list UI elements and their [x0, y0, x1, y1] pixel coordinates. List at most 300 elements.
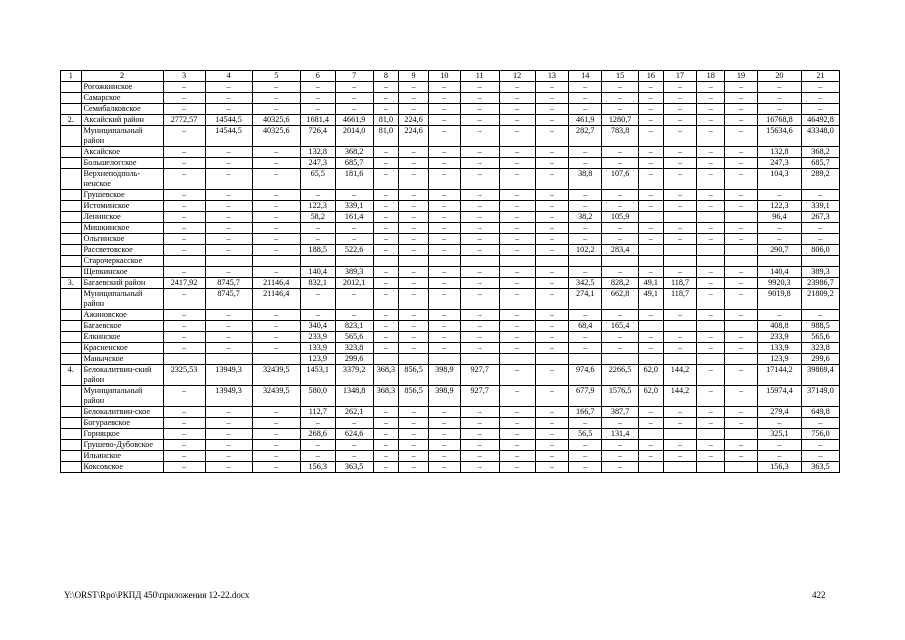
value-cell: –: [205, 310, 252, 321]
value-cell: 105,9: [602, 212, 639, 223]
value-cell: –: [801, 310, 839, 321]
value-cell: –: [300, 418, 335, 429]
value-cell: –: [428, 93, 460, 104]
value-cell: –: [499, 462, 535, 473]
value-cell: 1681,4: [300, 115, 335, 126]
value-cell: [163, 354, 205, 365]
value-cell: 461,9: [569, 115, 602, 126]
value-cell: –: [163, 462, 205, 473]
value-cell: 299,6: [335, 354, 373, 365]
value-cell: –: [535, 321, 569, 332]
value-cell: –: [639, 343, 664, 354]
value-cell: 132,8: [757, 147, 801, 158]
value-cell: –: [252, 267, 300, 278]
value-cell: –: [399, 440, 429, 451]
value-cell: 156,3: [757, 462, 801, 473]
value-cell: 38,8: [569, 169, 602, 190]
value-cell: –: [163, 289, 205, 310]
value-cell: –: [569, 158, 602, 169]
header-cell: 18: [697, 71, 725, 82]
value-cell: –: [535, 343, 569, 354]
value-cell: [602, 354, 639, 365]
value-cell: –: [499, 386, 535, 407]
value-cell: –: [535, 82, 569, 93]
value-cell: –: [697, 158, 725, 169]
value-cell: –: [428, 82, 460, 93]
value-cell: [163, 256, 205, 267]
territory-name-cell: Муниципальный район: [81, 289, 163, 310]
row-number-cell: [61, 418, 82, 429]
value-cell: –: [163, 429, 205, 440]
table-row: [61, 386, 840, 407]
value-cell: –: [373, 418, 399, 429]
value-cell: –: [460, 440, 499, 451]
value-cell: –: [335, 234, 373, 245]
value-cell: –: [499, 418, 535, 429]
value-cell: –: [639, 440, 664, 451]
header-cell: 9: [399, 71, 429, 82]
value-cell: –: [205, 429, 252, 440]
footer-page-number: 422: [812, 590, 826, 600]
value-cell: –: [535, 278, 569, 289]
value-cell: –: [428, 245, 460, 256]
value-cell: –: [373, 158, 399, 169]
value-cell: –: [399, 212, 429, 223]
value-cell: –: [499, 321, 535, 332]
value-cell: 65,5: [300, 169, 335, 190]
territory-name-cell: Рогожкинское: [81, 82, 163, 93]
row-number-cell: [61, 93, 82, 104]
value-cell: [639, 256, 664, 267]
value-cell: –: [697, 93, 725, 104]
value-cell: –: [725, 267, 758, 278]
value-cell: 68,4: [569, 321, 602, 332]
value-cell: 363,5: [801, 462, 839, 473]
territory-name-cell: Ленинское: [81, 212, 163, 223]
value-cell: [205, 354, 252, 365]
value-cell: –: [535, 267, 569, 278]
table-row: [61, 343, 840, 354]
territory-name-cell: Манычское: [81, 354, 163, 365]
value-cell: –: [535, 234, 569, 245]
value-cell: –: [639, 169, 664, 190]
value-cell: –: [697, 343, 725, 354]
value-cell: [535, 354, 569, 365]
value-cell: –: [205, 462, 252, 473]
value-cell: –: [499, 147, 535, 158]
value-cell: –: [499, 201, 535, 212]
table-row: [61, 462, 840, 473]
value-cell: –: [801, 234, 839, 245]
value-cell: –: [569, 310, 602, 321]
value-cell: –: [373, 190, 399, 201]
value-cell: 832,1: [300, 278, 335, 289]
value-cell: –: [399, 343, 429, 354]
value-cell: –: [373, 245, 399, 256]
value-cell: –: [697, 126, 725, 147]
value-cell: –: [535, 126, 569, 147]
value-cell: –: [163, 82, 205, 93]
value-cell: –: [639, 332, 664, 343]
territory-name-cell: Ольгинское: [81, 234, 163, 245]
table-row: [61, 267, 840, 278]
value-cell: –: [460, 289, 499, 310]
value-cell: [602, 256, 639, 267]
value-cell: –: [639, 147, 664, 158]
value-cell: 279,4: [757, 407, 801, 418]
value-cell: 118,7: [663, 278, 697, 289]
value-cell: –: [569, 223, 602, 234]
value-cell: –: [399, 462, 429, 473]
value-cell: –: [373, 407, 399, 418]
value-cell: –: [428, 147, 460, 158]
value-cell: [697, 462, 725, 473]
value-cell: 32439,5: [252, 386, 300, 407]
value-cell: –: [535, 365, 569, 386]
value-cell: 323,8: [335, 343, 373, 354]
value-cell: –: [535, 332, 569, 343]
value-cell: –: [499, 429, 535, 440]
value-cell: 247,3: [300, 158, 335, 169]
value-cell: –: [428, 212, 460, 223]
value-cell: –: [602, 190, 639, 201]
row-number-cell: [61, 407, 82, 418]
value-cell: –: [697, 169, 725, 190]
value-cell: [205, 256, 252, 267]
value-cell: –: [252, 104, 300, 115]
value-cell: 14544,5: [205, 115, 252, 126]
value-cell: –: [535, 451, 569, 462]
value-cell: –: [697, 365, 725, 386]
value-cell: –: [460, 234, 499, 245]
value-cell: –: [373, 212, 399, 223]
table-row: [61, 93, 840, 104]
value-cell: –: [569, 332, 602, 343]
value-cell: 828,2: [602, 278, 639, 289]
value-cell: [300, 256, 335, 267]
value-cell: 726,4: [300, 126, 335, 147]
value-cell: –: [602, 82, 639, 93]
value-cell: 40325,6: [252, 115, 300, 126]
value-cell: –: [460, 245, 499, 256]
value-cell: –: [535, 289, 569, 310]
value-cell: –: [399, 310, 429, 321]
value-cell: –: [399, 267, 429, 278]
value-cell: –: [697, 289, 725, 310]
value-cell: 2325,53: [163, 365, 205, 386]
value-cell: –: [399, 278, 429, 289]
value-cell: –: [335, 93, 373, 104]
value-cell: 49,1: [639, 278, 664, 289]
value-cell: –: [428, 104, 460, 115]
value-cell: 624,6: [335, 429, 373, 440]
value-cell: 13949,3: [205, 365, 252, 386]
territory-name-cell: Аксайское: [81, 147, 163, 158]
row-number-cell: [61, 245, 82, 256]
value-cell: –: [725, 82, 758, 93]
value-cell: 649,8: [801, 407, 839, 418]
value-cell: –: [252, 429, 300, 440]
value-cell: 325,1: [757, 429, 801, 440]
value-cell: –: [163, 451, 205, 462]
value-cell: –: [697, 440, 725, 451]
value-cell: –: [335, 451, 373, 462]
value-cell: –: [428, 418, 460, 429]
value-cell: –: [428, 451, 460, 462]
value-cell: –: [663, 93, 697, 104]
value-cell: –: [639, 126, 664, 147]
territory-name-cell: Белокалитвин-ский район: [81, 365, 163, 386]
value-cell: 4661,9: [335, 115, 373, 126]
header-cell: 6: [300, 71, 335, 82]
header-cell: 13: [535, 71, 569, 82]
value-cell: –: [163, 245, 205, 256]
header-cell: 14: [569, 71, 602, 82]
value-cell: 21146,4: [252, 278, 300, 289]
value-cell: 408,8: [757, 321, 801, 332]
value-cell: 46492,8: [801, 115, 839, 126]
row-number-cell: [61, 386, 82, 407]
value-cell: –: [163, 223, 205, 234]
territory-name-cell: Муниципальный район: [81, 126, 163, 147]
territory-name-cell: Елкинское: [81, 332, 163, 343]
value-cell: –: [460, 158, 499, 169]
table-header-row: [61, 71, 840, 82]
value-cell: –: [300, 440, 335, 451]
value-cell: –: [252, 234, 300, 245]
value-cell: –: [252, 310, 300, 321]
value-cell: –: [252, 223, 300, 234]
value-cell: –: [725, 278, 758, 289]
value-cell: –: [697, 234, 725, 245]
value-cell: –: [205, 212, 252, 223]
value-cell: –: [697, 407, 725, 418]
value-cell: 39869,4: [801, 365, 839, 386]
value-cell: –: [205, 234, 252, 245]
value-cell: –: [639, 201, 664, 212]
value-cell: –: [373, 451, 399, 462]
row-number-cell: [61, 440, 82, 451]
value-cell: –: [663, 82, 697, 93]
row-number-cell: [61, 321, 82, 332]
value-cell: –: [163, 234, 205, 245]
table-row: [61, 354, 840, 365]
table-row: [61, 201, 840, 212]
value-cell: –: [252, 93, 300, 104]
row-number-cell: [61, 212, 82, 223]
value-cell: –: [535, 147, 569, 158]
territory-name-cell: Ильинское: [81, 451, 163, 462]
value-cell: –: [499, 332, 535, 343]
value-cell: –: [535, 93, 569, 104]
value-cell: 389,3: [801, 267, 839, 278]
value-cell: –: [535, 407, 569, 418]
value-cell: –: [757, 104, 801, 115]
value-cell: –: [163, 93, 205, 104]
value-cell: [569, 354, 602, 365]
value-cell: –: [663, 201, 697, 212]
value-cell: 21146,4: [252, 289, 300, 310]
value-cell: –: [602, 201, 639, 212]
territory-name-cell: Горняцкое: [81, 429, 163, 440]
value-cell: –: [300, 451, 335, 462]
table-row: [61, 278, 840, 289]
value-cell: –: [460, 267, 499, 278]
value-cell: 15974,4: [757, 386, 801, 407]
value-cell: –: [252, 190, 300, 201]
table-row: [61, 169, 840, 190]
value-cell: –: [569, 82, 602, 93]
value-cell: –: [252, 407, 300, 418]
value-cell: –: [535, 115, 569, 126]
value-cell: [639, 354, 664, 365]
value-cell: –: [569, 93, 602, 104]
value-cell: [697, 354, 725, 365]
value-cell: –: [373, 201, 399, 212]
value-cell: [663, 429, 697, 440]
value-cell: [697, 245, 725, 256]
value-cell: –: [725, 407, 758, 418]
value-cell: –: [757, 418, 801, 429]
value-cell: –: [460, 462, 499, 473]
value-cell: 856,5: [399, 386, 429, 407]
value-cell: 783,8: [602, 126, 639, 147]
value-cell: 165,4: [602, 321, 639, 332]
value-cell: –: [697, 104, 725, 115]
table-row: [61, 126, 840, 147]
value-cell: [697, 429, 725, 440]
value-cell: –: [428, 310, 460, 321]
value-cell: [499, 256, 535, 267]
value-cell: 23986,7: [801, 278, 839, 289]
value-cell: –: [252, 440, 300, 451]
value-cell: –: [460, 169, 499, 190]
value-cell: 107,6: [602, 169, 639, 190]
value-cell: 133,9: [300, 343, 335, 354]
value-cell: –: [663, 126, 697, 147]
value-cell: 81,0: [373, 126, 399, 147]
row-number-cell: [61, 256, 82, 267]
value-cell: –: [163, 343, 205, 354]
value-cell: 339,1: [335, 201, 373, 212]
value-cell: –: [535, 158, 569, 169]
table-row: [61, 407, 840, 418]
value-cell: –: [801, 418, 839, 429]
value-cell: [252, 354, 300, 365]
territory-name-cell: Красненское: [81, 343, 163, 354]
row-number-cell: [61, 354, 82, 365]
value-cell: –: [499, 93, 535, 104]
value-cell: –: [697, 418, 725, 429]
value-cell: –: [399, 169, 429, 190]
value-cell: 339,1: [801, 201, 839, 212]
value-cell: –: [725, 104, 758, 115]
value-cell: –: [460, 418, 499, 429]
value-cell: –: [499, 278, 535, 289]
table-row: [61, 245, 840, 256]
value-cell: –: [460, 190, 499, 201]
value-cell: –: [602, 104, 639, 115]
value-cell: –: [428, 126, 460, 147]
value-cell: –: [697, 115, 725, 126]
header-cell: 17: [663, 71, 697, 82]
row-number-cell: [61, 343, 82, 354]
value-cell: 342,5: [569, 278, 602, 289]
territory-name-cell: Самарское: [81, 93, 163, 104]
value-cell: –: [569, 451, 602, 462]
row-number-cell: [61, 223, 82, 234]
header-cell: 8: [373, 71, 399, 82]
header-cell: 11: [460, 71, 499, 82]
value-cell: –: [535, 429, 569, 440]
value-cell: –: [163, 201, 205, 212]
value-cell: –: [335, 418, 373, 429]
value-cell: –: [163, 158, 205, 169]
value-cell: –: [535, 310, 569, 321]
value-cell: –: [428, 190, 460, 201]
value-cell: –: [535, 201, 569, 212]
value-cell: [460, 354, 499, 365]
territory-name-cell: Ажиновское: [81, 310, 163, 321]
value-cell: –: [399, 190, 429, 201]
value-cell: 188,5: [300, 245, 335, 256]
territory-name-cell: Муниципальный район: [81, 386, 163, 407]
value-cell: –: [569, 440, 602, 451]
value-cell: –: [428, 267, 460, 278]
value-cell: –: [535, 212, 569, 223]
value-cell: –: [300, 93, 335, 104]
value-cell: 289,2: [801, 169, 839, 190]
value-cell: 56,5: [569, 429, 602, 440]
value-cell: –: [725, 289, 758, 310]
value-cell: [663, 245, 697, 256]
value-cell: 262,1: [335, 407, 373, 418]
row-number-cell: [61, 190, 82, 201]
value-cell: 233,9: [300, 332, 335, 343]
value-cell: –: [205, 245, 252, 256]
value-cell: –: [252, 418, 300, 429]
value-cell: 247,3: [757, 158, 801, 169]
value-cell: –: [163, 104, 205, 115]
data-table-container: [60, 70, 840, 473]
territory-name-cell: Коксовское: [81, 462, 163, 473]
value-cell: –: [663, 190, 697, 201]
value-cell: –: [697, 147, 725, 158]
value-cell: [663, 354, 697, 365]
value-cell: –: [373, 289, 399, 310]
value-cell: –: [373, 440, 399, 451]
value-cell: –: [460, 407, 499, 418]
value-cell: –: [602, 462, 639, 473]
value-cell: –: [639, 82, 664, 93]
table-row: [61, 104, 840, 115]
territory-name-cell: Рассветовское: [81, 245, 163, 256]
value-cell: –: [163, 310, 205, 321]
value-cell: [663, 321, 697, 332]
value-cell: –: [499, 289, 535, 310]
value-cell: –: [499, 126, 535, 147]
value-cell: –: [163, 212, 205, 223]
value-cell: –: [499, 169, 535, 190]
footer-file-path: Y:\ORST\Rpo\РКПД 450\приложения 12-22.docx: [64, 590, 250, 600]
value-cell: –: [399, 93, 429, 104]
value-cell: –: [252, 451, 300, 462]
value-cell: –: [499, 365, 535, 386]
value-cell: –: [697, 278, 725, 289]
table-row: [61, 289, 840, 310]
value-cell: 144,2: [663, 386, 697, 407]
value-cell: –: [399, 451, 429, 462]
